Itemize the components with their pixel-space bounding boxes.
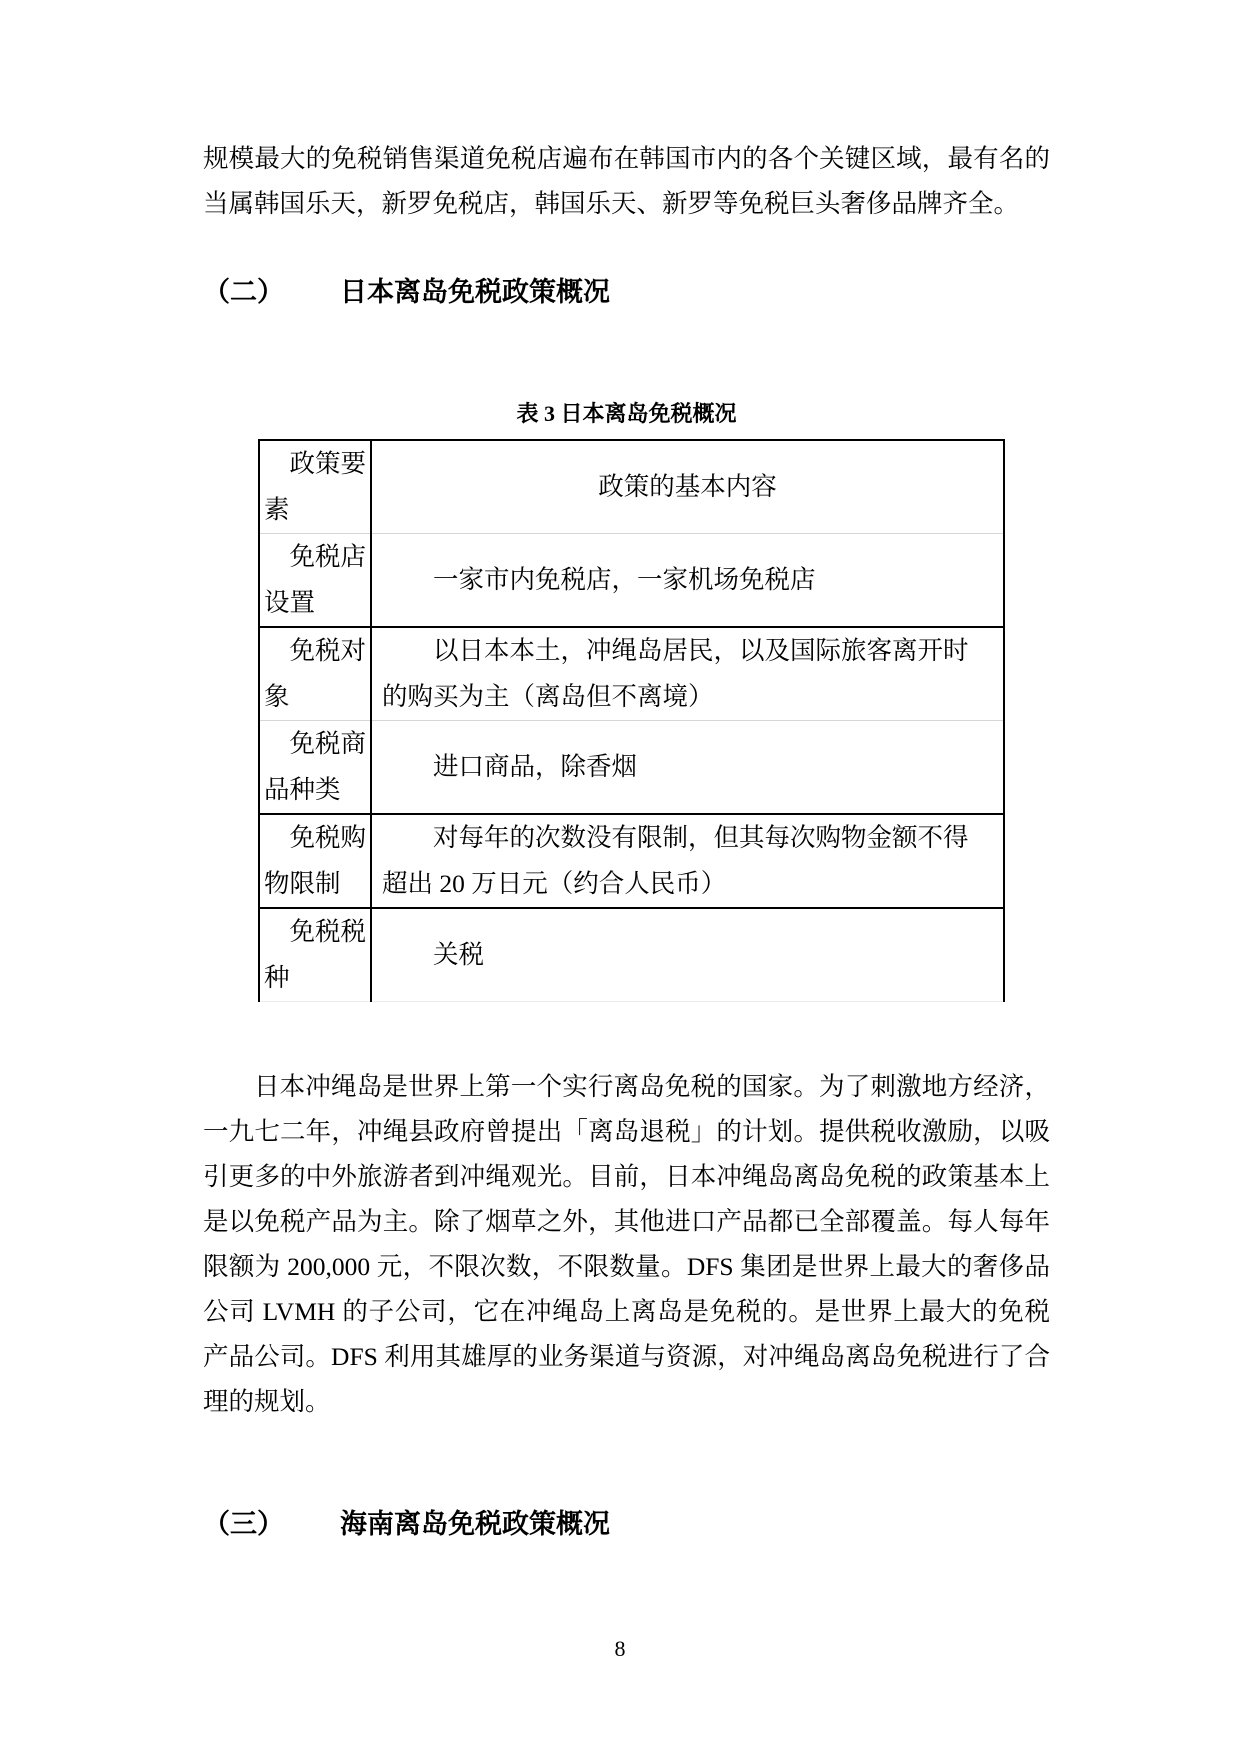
row-key-cell: 免税店设置 [259,534,371,628]
section-number: （三） [203,1509,284,1539]
table-row [259,908,1004,1002]
page-number: 8 [614,1636,626,1661]
row-value-cell: 以日本本土，冲绳岛居民，以及国际旅客离开时的购买为主（离岛但不离境） [371,627,1004,721]
row-value-cell: 政策的基本内容 [371,440,1004,534]
section-heading-2 [203,270,1050,315]
section-title: 日本离岛免税政策概况 [340,277,610,307]
section-heading-3 [203,1502,1050,1547]
row-value-cell: 进口商品，除香烟 [371,721,1004,815]
table-row [259,534,1004,628]
table-row [259,627,1004,721]
row-value-cell: 对每年的次数没有限制，但其每次购物金额不得超出 20 万日元（约合人民币） [371,814,1004,908]
section-title: 海南离岛免税政策概况 [340,1509,610,1539]
table-row [259,814,1004,908]
row-key-cell: 政策要素 [259,440,371,534]
body-paragraph: 日本冲绳岛是世界上第一个实行离岛免税的国家。为了刺激地方经济，一九七二年，冲绳县政府曾提出「离岛退税」的计划。提供税收激励，以吸引更多的中外旅游者到冲绳观光。目前，日本冲绳岛离岛免税的政策基本上是以免税产品为主。除了烟草之外，其他进口产品都已全部覆盖。每人每年限额为 200,000 元，不限次数，不限数量。DFS 集团是世界上最大的奢侈品公司 LVMH 的子公司，它在冲绳岛上离岛是免税的。是世界上最大的免税产品公司。DFS 利用其雄厚的业务渠道与资源，对冲绳岛离岛免税进行了合理的规划。 [203,1072,1050,1416]
row-key-cell: 免税对象 [259,627,371,721]
row-key-cell: 免税税种 [259,908,371,1002]
table-caption: 表 3 日本离岛免税概况 [516,401,737,426]
intro-paragraph: 规模最大的免税销售渠道免税店遍布在韩国市内的各个关键区域，最有名的当属韩国乐天，新罗免税店，韩国乐天、新罗等免税巨头奢侈品牌齐全。 [203,144,1050,218]
row-value-cell: 关税 [371,908,1004,1002]
row-key-cell: 免税购物限制 [259,814,371,908]
table-row [259,440,1004,534]
section-number: （二） [203,277,284,307]
row-value-cell: 一家市内免税店，一家机场免税店 [371,534,1004,628]
row-key-cell: 免税商品种类 [259,721,371,815]
table-row [259,721,1004,815]
policy-table [258,439,1005,1002]
